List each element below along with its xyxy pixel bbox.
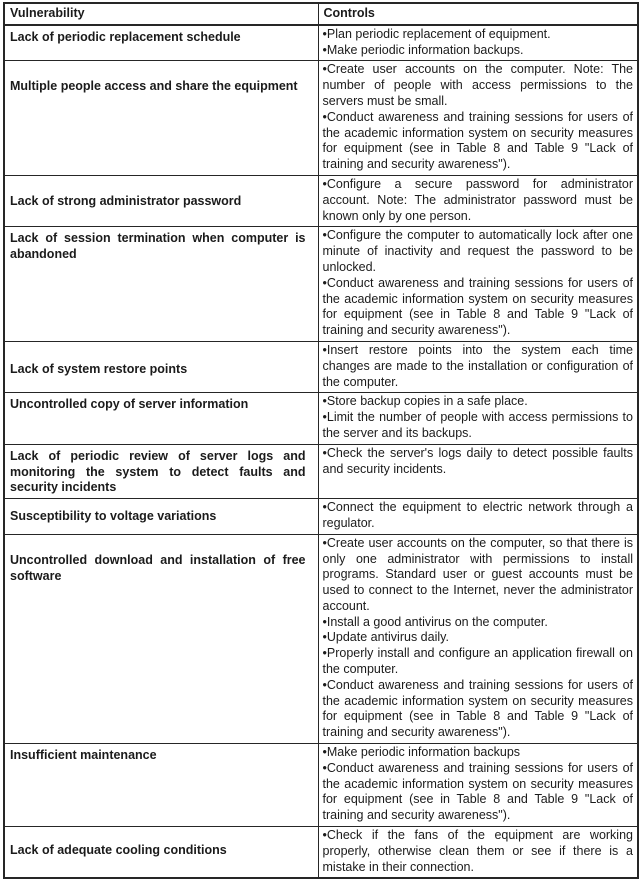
control-item: •Install a good antivirus on the computer. bbox=[322, 614, 548, 629]
control-item: •Insert restore points into the system each time changes are made to the installation or configuration of the computer. bbox=[322, 342, 633, 389]
control-item: •Limit the number of people with access permissions to the server and its backups. bbox=[322, 410, 633, 440]
vulnerability-cell: Uncontrolled download and installation of free software bbox=[4, 534, 318, 743]
table-body bbox=[4, 25, 638, 879]
column-header-controls: Controls bbox=[318, 3, 638, 25]
vulnerability-cell: Lack of periodic review of server logs and monitoring the system to detect faults and security incidents bbox=[4, 444, 318, 498]
control-item: •Update antivirus daily. bbox=[322, 630, 449, 645]
control-item: •Conduct awareness and training sessions for users of the academic information system on security measures for equipment (see in Table 8 and Table 9 "Lack of training and security awareness"). bbox=[322, 275, 633, 338]
controls-cell bbox=[318, 227, 638, 342]
control-item: •Conduct awareness and training sessions for users of the academic information system on security measures for equipment (see in Table 8 and Table 9 "Lack of training and security awareness"). bbox=[322, 677, 633, 740]
control-item: •Check if the fans of the equipment are working properly, otherwise clean them or see if there is a mistake in their connection. bbox=[322, 828, 633, 874]
control-item: •Plan periodic replacement of equipment. bbox=[322, 26, 551, 41]
table-row bbox=[4, 534, 638, 743]
control-item: •Make periodic information backups bbox=[322, 745, 521, 760]
control-item: •Create user accounts on the computer. Note: The number of people with access permissions to the servers must be small. bbox=[322, 62, 633, 108]
control-item: •Store backup copies in a safe place. bbox=[322, 394, 528, 409]
table-row bbox=[4, 499, 638, 535]
vulnerability-cell: Lack of periodic replacement schedule bbox=[4, 25, 318, 61]
vulnerability-cell: Insufficient maintenance bbox=[4, 744, 318, 827]
header-row bbox=[4, 3, 638, 25]
vulnerability-cell: Susceptibility to voltage variations bbox=[4, 499, 318, 535]
table-row bbox=[4, 744, 638, 827]
table-row bbox=[4, 61, 638, 176]
table-row bbox=[4, 827, 638, 879]
controls-cell bbox=[318, 499, 638, 535]
controls-cell bbox=[318, 744, 638, 827]
control-item: •Create user accounts on the computer, so that there is only one administrator with permissions to install programs. Standard user or guest accounts must be used to connect to the Internet, never the administrator account. bbox=[322, 535, 633, 613]
table-row bbox=[4, 227, 638, 342]
vulnerability-cell: Multiple people access and share the equipment bbox=[4, 61, 318, 176]
controls-cell bbox=[318, 827, 638, 879]
control-item: •Make periodic information backups. bbox=[322, 42, 524, 57]
column-header-vulnerability: Vulnerability bbox=[4, 3, 318, 25]
control-item: •Configure a secure password for administrator account. Note: The administrator password must be known only by one person. bbox=[322, 176, 633, 223]
controls-cell bbox=[318, 25, 638, 61]
vulnerability-cell: Lack of session termination when computer is abandoned bbox=[4, 227, 318, 342]
table-row bbox=[4, 341, 638, 392]
table-row bbox=[4, 25, 638, 61]
table-row bbox=[4, 393, 638, 444]
controls-cell bbox=[318, 341, 638, 392]
control-item: •Conduct awareness and training sessions for users of the academic information system on security measures for equipment (see in Table 8 and Table 9 "Lack of training and security awareness"). bbox=[322, 760, 633, 823]
vulnerability-cell: Lack of system restore points bbox=[4, 341, 318, 392]
control-item: •Connect the equipment to electric network through a regulator. bbox=[322, 500, 633, 530]
table-row bbox=[4, 175, 638, 226]
control-item: •Properly install and configure an application firewall on the computer. bbox=[322, 646, 633, 677]
vulnerability-cell: Uncontrolled copy of server information bbox=[4, 393, 318, 444]
control-item: •Configure the computer to automatically lock after one minute of inactivity and request the password to be unlocked. bbox=[322, 228, 633, 274]
controls-cell bbox=[318, 444, 638, 498]
control-item: •Check the server's logs daily to detect possible faults and security incidents. bbox=[322, 445, 633, 476]
vulnerability-controls-table bbox=[3, 2, 639, 879]
vulnerability-cell: Lack of adequate cooling conditions bbox=[4, 827, 318, 879]
vulnerability-cell: Lack of strong administrator password bbox=[4, 175, 318, 226]
controls-cell bbox=[318, 61, 638, 176]
controls-cell bbox=[318, 534, 638, 743]
table-header bbox=[4, 3, 638, 25]
table-row bbox=[4, 444, 638, 498]
controls-cell bbox=[318, 175, 638, 226]
controls-cell bbox=[318, 393, 638, 444]
control-item: •Conduct awareness and training sessions for users of the academic information system on security measures for equipment (see in Table 8 and Table 9 "Lack of training and security awareness"). bbox=[322, 109, 633, 172]
